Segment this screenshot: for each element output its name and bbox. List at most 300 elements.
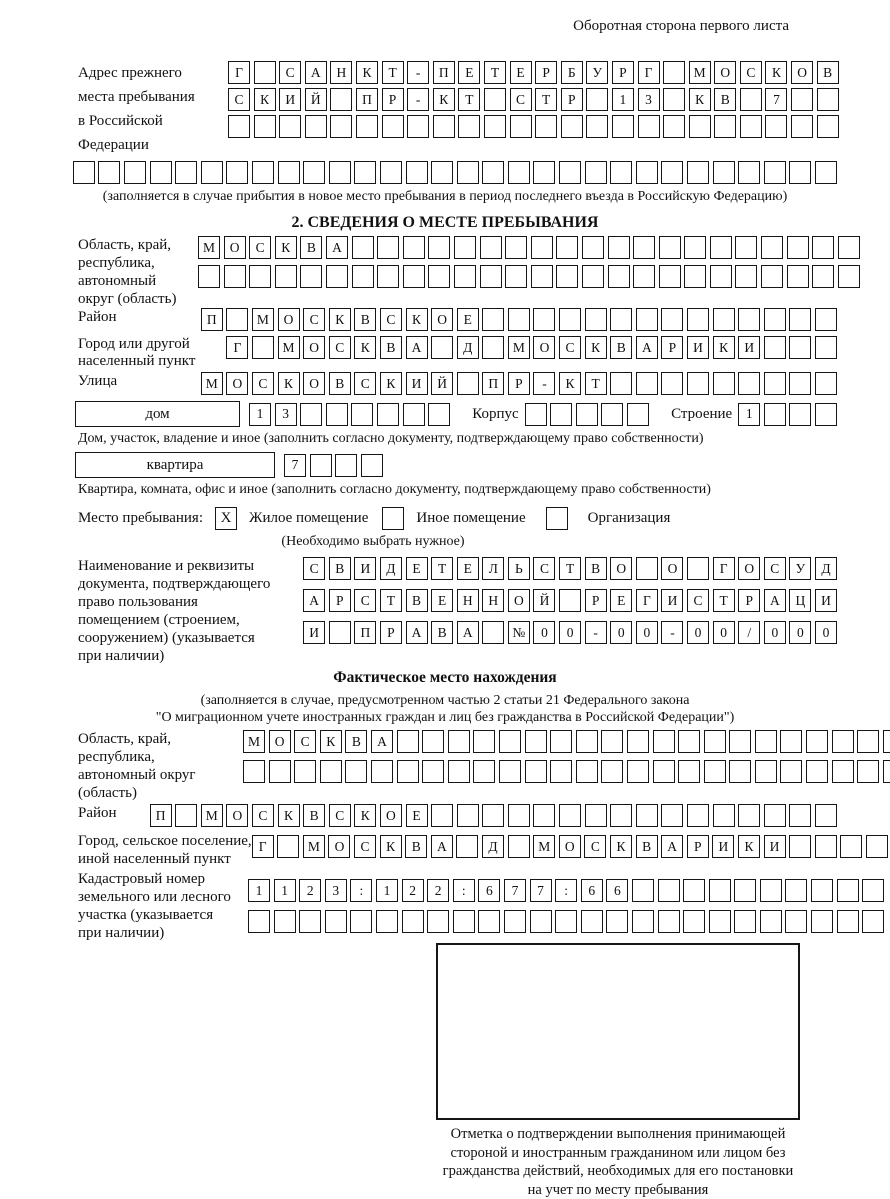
char-box[interactable] (377, 236, 399, 259)
checkbox-zhiloe[interactable]: X (215, 507, 237, 530)
char-box[interactable]: 6 (478, 879, 500, 902)
char-box[interactable] (636, 557, 658, 580)
char-box[interactable] (606, 910, 628, 933)
char-box[interactable] (713, 308, 735, 331)
char-box[interactable]: М (303, 835, 325, 858)
char-box[interactable] (636, 372, 658, 395)
char-box[interactable]: Г (228, 61, 250, 84)
char-box[interactable] (448, 760, 470, 783)
char-box[interactable] (687, 161, 709, 184)
char-box[interactable] (817, 88, 839, 111)
char-box[interactable] (550, 403, 572, 426)
char-box[interactable]: К (275, 236, 297, 259)
char-box[interactable] (586, 115, 608, 138)
char-box[interactable] (531, 265, 553, 288)
char-box[interactable] (531, 236, 553, 259)
char-box[interactable] (73, 161, 95, 184)
char-box[interactable]: О (559, 835, 581, 858)
char-box[interactable]: 7 (504, 879, 526, 902)
char-box[interactable] (457, 804, 479, 827)
char-box[interactable] (738, 804, 760, 827)
char-box[interactable] (811, 910, 833, 933)
char-box[interactable]: Р (508, 372, 530, 395)
char-box[interactable] (710, 236, 732, 259)
char-box[interactable]: К (765, 61, 787, 84)
char-box[interactable]: Е (406, 557, 428, 580)
char-box[interactable] (817, 115, 839, 138)
char-box[interactable] (345, 760, 367, 783)
char-box[interactable] (458, 115, 480, 138)
char-box[interactable] (326, 265, 348, 288)
char-box[interactable]: М (689, 61, 711, 84)
char-box[interactable]: 0 (533, 621, 555, 644)
char-box[interactable]: И (815, 589, 837, 612)
char-box[interactable]: П (356, 88, 378, 111)
char-box[interactable] (610, 161, 632, 184)
char-box[interactable]: Е (457, 308, 479, 331)
char-box[interactable]: Ь (508, 557, 530, 580)
char-box[interactable]: Р (535, 61, 557, 84)
char-box[interactable] (482, 804, 504, 827)
char-box[interactable] (330, 88, 352, 111)
char-box[interactable] (175, 804, 197, 827)
char-box[interactable]: Г (713, 557, 735, 580)
char-box[interactable] (636, 308, 658, 331)
char-box[interactable] (456, 835, 478, 858)
char-box[interactable]: С (249, 236, 271, 259)
char-box[interactable]: К (406, 308, 428, 331)
char-box[interactable] (608, 236, 630, 259)
char-box[interactable] (789, 403, 811, 426)
char-box[interactable] (559, 804, 581, 827)
kvartira-type-box[interactable]: квартира (75, 452, 275, 478)
char-box[interactable]: № (508, 621, 530, 644)
char-box[interactable] (627, 730, 649, 753)
char-box[interactable]: А (636, 336, 658, 359)
char-box[interactable]: Е (510, 61, 532, 84)
char-box[interactable] (661, 372, 683, 395)
char-box[interactable] (612, 115, 634, 138)
char-box[interactable]: К (738, 835, 760, 858)
char-box[interactable]: В (345, 730, 367, 753)
char-box[interactable] (269, 760, 291, 783)
char-box[interactable] (789, 835, 811, 858)
char-box[interactable]: В (714, 88, 736, 111)
char-box[interactable]: П (201, 308, 223, 331)
char-box[interactable] (687, 804, 709, 827)
char-box[interactable] (678, 760, 700, 783)
char-box[interactable] (361, 454, 383, 477)
char-box[interactable] (350, 910, 372, 933)
char-box[interactable] (535, 115, 557, 138)
char-box[interactable] (713, 804, 735, 827)
char-box[interactable] (277, 835, 299, 858)
char-box[interactable]: С (279, 61, 301, 84)
char-box[interactable] (857, 730, 879, 753)
char-box[interactable]: И (354, 557, 376, 580)
char-box[interactable] (354, 161, 376, 184)
char-box[interactable]: А (326, 236, 348, 259)
char-box[interactable] (325, 910, 347, 933)
char-box[interactable]: 3 (275, 403, 297, 426)
char-box[interactable]: Т (382, 61, 404, 84)
char-box[interactable] (632, 879, 654, 902)
char-box[interactable]: Р (380, 621, 402, 644)
char-box[interactable] (351, 403, 373, 426)
char-box[interactable]: С (764, 557, 786, 580)
char-box[interactable] (815, 403, 837, 426)
char-box[interactable] (789, 372, 811, 395)
char-box[interactable]: 0 (815, 621, 837, 644)
char-box[interactable] (499, 760, 521, 783)
char-box[interactable] (254, 115, 276, 138)
char-box[interactable] (499, 730, 521, 753)
char-box[interactable] (764, 804, 786, 827)
char-box[interactable]: : (555, 879, 577, 902)
char-box[interactable]: - (407, 61, 429, 84)
char-box[interactable] (815, 372, 837, 395)
char-box[interactable] (661, 161, 683, 184)
char-box[interactable] (785, 910, 807, 933)
char-box[interactable] (376, 910, 398, 933)
char-box[interactable]: : (350, 879, 372, 902)
char-box[interactable]: М (252, 308, 274, 331)
char-box[interactable]: В (406, 589, 428, 612)
char-box[interactable]: 2 (427, 879, 449, 902)
char-box[interactable] (428, 265, 450, 288)
char-box[interactable]: 0 (687, 621, 709, 644)
char-box[interactable] (525, 730, 547, 753)
char-box[interactable] (473, 760, 495, 783)
char-box[interactable]: О (226, 372, 248, 395)
char-box[interactable] (789, 161, 811, 184)
char-box[interactable]: С (329, 804, 351, 827)
char-box[interactable] (482, 621, 504, 644)
char-box[interactable] (687, 557, 709, 580)
char-box[interactable] (791, 115, 813, 138)
char-box[interactable] (352, 265, 374, 288)
char-box[interactable]: К (329, 308, 351, 331)
char-box[interactable] (478, 910, 500, 933)
char-box[interactable]: Е (458, 61, 480, 84)
char-box[interactable]: М (198, 236, 220, 259)
char-box[interactable] (866, 835, 888, 858)
char-box[interactable]: С (354, 589, 376, 612)
char-box[interactable]: - (585, 621, 607, 644)
char-box[interactable] (352, 236, 374, 259)
char-box[interactable] (704, 760, 726, 783)
char-box[interactable] (586, 88, 608, 111)
char-box[interactable]: Г (636, 589, 658, 612)
char-box[interactable]: А (431, 835, 453, 858)
char-box[interactable]: И (712, 835, 734, 858)
char-box[interactable] (815, 161, 837, 184)
char-box[interactable] (505, 236, 527, 259)
char-box[interactable] (243, 760, 265, 783)
char-box[interactable]: Н (330, 61, 352, 84)
char-box[interactable] (663, 61, 685, 84)
char-box[interactable]: 0 (636, 621, 658, 644)
char-box[interactable] (738, 161, 760, 184)
char-box[interactable] (585, 308, 607, 331)
char-box[interactable] (812, 236, 834, 259)
char-box[interactable]: В (380, 336, 402, 359)
char-box[interactable]: С (294, 730, 316, 753)
char-box[interactable]: : (453, 879, 475, 902)
char-box[interactable] (431, 804, 453, 827)
char-box[interactable]: А (661, 835, 683, 858)
char-box[interactable] (689, 115, 711, 138)
char-box[interactable] (601, 760, 623, 783)
char-box[interactable] (687, 308, 709, 331)
char-box[interactable] (791, 88, 813, 111)
char-box[interactable] (815, 804, 837, 827)
char-box[interactable]: И (661, 589, 683, 612)
char-box[interactable]: О (508, 589, 530, 612)
char-box[interactable] (610, 804, 632, 827)
char-box[interactable] (789, 804, 811, 827)
char-box[interactable]: Т (431, 557, 453, 580)
char-box[interactable] (533, 161, 555, 184)
char-box[interactable]: С (559, 336, 581, 359)
char-box[interactable]: - (533, 372, 555, 395)
char-box[interactable] (738, 308, 760, 331)
char-box[interactable] (585, 161, 607, 184)
char-box[interactable]: М (278, 336, 300, 359)
char-box[interactable]: Н (482, 589, 504, 612)
char-box[interactable] (765, 115, 787, 138)
char-box[interactable] (433, 115, 455, 138)
char-box[interactable] (811, 879, 833, 902)
char-box[interactable] (659, 265, 681, 288)
char-box[interactable]: П (433, 61, 455, 84)
char-box[interactable] (431, 161, 453, 184)
char-box[interactable]: Т (585, 372, 607, 395)
char-box[interactable]: Р (329, 589, 351, 612)
char-box[interactable] (815, 308, 837, 331)
char-box[interactable] (482, 308, 504, 331)
char-box[interactable]: К (713, 336, 735, 359)
char-box[interactable]: Р (382, 88, 404, 111)
char-box[interactable]: С (533, 557, 555, 580)
char-box[interactable] (658, 879, 680, 902)
char-box[interactable]: А (305, 61, 327, 84)
char-box[interactable]: К (354, 336, 376, 359)
char-box[interactable] (252, 336, 274, 359)
char-box[interactable] (785, 879, 807, 902)
char-box[interactable]: П (482, 372, 504, 395)
char-box[interactable]: Д (482, 835, 504, 858)
char-box[interactable]: К (585, 336, 607, 359)
char-box[interactable]: 2 (299, 879, 321, 902)
char-box[interactable] (530, 910, 552, 933)
char-box[interactable]: Д (815, 557, 837, 580)
char-box[interactable] (729, 730, 751, 753)
char-box[interactable] (555, 910, 577, 933)
char-box[interactable] (278, 161, 300, 184)
char-box[interactable]: Т (484, 61, 506, 84)
char-box[interactable] (764, 336, 786, 359)
char-box[interactable] (427, 910, 449, 933)
char-box[interactable] (883, 730, 890, 753)
char-box[interactable] (661, 308, 683, 331)
char-box[interactable] (806, 730, 828, 753)
char-box[interactable] (857, 760, 879, 783)
char-box[interactable]: Е (406, 804, 428, 827)
char-box[interactable]: А (764, 589, 786, 612)
char-box[interactable] (377, 265, 399, 288)
char-box[interactable] (330, 115, 352, 138)
char-box[interactable] (658, 910, 680, 933)
char-box[interactable]: В (405, 835, 427, 858)
char-box[interactable]: К (254, 88, 276, 111)
char-box[interactable] (684, 236, 706, 259)
char-box[interactable]: С (510, 88, 532, 111)
char-box[interactable] (482, 336, 504, 359)
char-box[interactable] (735, 236, 757, 259)
char-box[interactable] (299, 910, 321, 933)
char-box[interactable] (397, 730, 419, 753)
char-box[interactable] (815, 835, 837, 858)
char-box[interactable]: Т (458, 88, 480, 111)
char-box[interactable]: М (243, 730, 265, 753)
char-box[interactable]: О (661, 557, 683, 580)
char-box[interactable]: О (533, 336, 555, 359)
char-box[interactable] (356, 115, 378, 138)
char-box[interactable]: Н (457, 589, 479, 612)
char-box[interactable]: 0 (559, 621, 581, 644)
char-box[interactable]: К (354, 804, 376, 827)
char-box[interactable] (687, 372, 709, 395)
char-box[interactable]: С (354, 372, 376, 395)
char-box[interactable]: П (354, 621, 376, 644)
char-box[interactable] (454, 265, 476, 288)
char-box[interactable] (761, 265, 783, 288)
char-box[interactable] (382, 115, 404, 138)
char-box[interactable] (303, 161, 325, 184)
char-box[interactable] (764, 403, 786, 426)
char-box[interactable]: С (228, 88, 250, 111)
char-box[interactable]: Т (380, 589, 402, 612)
char-box[interactable] (627, 403, 649, 426)
checkbox-inoe[interactable] (382, 507, 404, 530)
char-box[interactable] (760, 879, 782, 902)
char-box[interactable] (764, 308, 786, 331)
char-box[interactable] (224, 265, 246, 288)
char-box[interactable] (422, 760, 444, 783)
char-box[interactable] (561, 115, 583, 138)
char-box[interactable]: 1 (249, 403, 271, 426)
char-box[interactable]: С (740, 61, 762, 84)
char-box[interactable] (710, 265, 732, 288)
char-box[interactable]: А (406, 621, 428, 644)
char-box[interactable] (482, 161, 504, 184)
char-box[interactable] (581, 910, 603, 933)
char-box[interactable]: О (224, 236, 246, 259)
char-box[interactable]: Р (687, 835, 709, 858)
char-box[interactable] (201, 161, 223, 184)
char-box[interactable]: В (329, 557, 351, 580)
char-box[interactable] (448, 730, 470, 753)
char-box[interactable] (663, 88, 685, 111)
char-box[interactable] (729, 760, 751, 783)
dom-type-box[interactable]: дом (75, 401, 240, 427)
char-box[interactable]: О (791, 61, 813, 84)
char-box[interactable] (550, 760, 572, 783)
char-box[interactable]: С (252, 372, 274, 395)
char-box[interactable]: Р (585, 589, 607, 612)
char-box[interactable] (713, 161, 735, 184)
char-box[interactable]: 1 (248, 879, 270, 902)
char-box[interactable]: М (201, 804, 223, 827)
char-box[interactable] (709, 879, 731, 902)
char-box[interactable] (838, 236, 860, 259)
char-box[interactable]: У (586, 61, 608, 84)
char-box[interactable]: Г (226, 336, 248, 359)
char-box[interactable] (274, 910, 296, 933)
char-box[interactable] (709, 910, 731, 933)
char-box[interactable] (734, 879, 756, 902)
char-box[interactable] (248, 910, 270, 933)
char-box[interactable]: И (303, 621, 325, 644)
char-box[interactable] (406, 161, 428, 184)
char-box[interactable]: - (407, 88, 429, 111)
char-box[interactable]: Р (661, 336, 683, 359)
char-box[interactable]: Т (559, 557, 581, 580)
char-box[interactable] (678, 730, 700, 753)
char-box[interactable] (525, 760, 547, 783)
char-box[interactable] (632, 910, 654, 933)
char-box[interactable]: 2 (402, 879, 424, 902)
char-box[interactable] (636, 804, 658, 827)
char-box[interactable] (508, 804, 530, 827)
char-box[interactable]: М (201, 372, 223, 395)
char-box[interactable] (713, 372, 735, 395)
char-box[interactable] (300, 265, 322, 288)
char-box[interactable] (305, 115, 327, 138)
char-box[interactable]: Е (457, 557, 479, 580)
char-box[interactable] (832, 730, 854, 753)
char-box[interactable] (684, 265, 706, 288)
char-box[interactable]: И (406, 372, 428, 395)
char-box[interactable]: 0 (764, 621, 786, 644)
char-box[interactable]: О (714, 61, 736, 84)
char-box[interactable] (252, 161, 274, 184)
char-box[interactable] (740, 115, 762, 138)
char-box[interactable]: 0 (713, 621, 735, 644)
char-box[interactable] (402, 910, 424, 933)
char-box[interactable] (329, 621, 351, 644)
char-box[interactable] (320, 760, 342, 783)
char-box[interactable] (633, 236, 655, 259)
char-box[interactable]: М (508, 336, 530, 359)
char-box[interactable] (453, 910, 475, 933)
char-box[interactable]: С (252, 804, 274, 827)
char-box[interactable]: У (789, 557, 811, 580)
char-box[interactable] (780, 730, 802, 753)
char-box[interactable] (275, 265, 297, 288)
char-box[interactable] (480, 265, 502, 288)
char-box[interactable]: К (320, 730, 342, 753)
char-box[interactable] (428, 403, 450, 426)
char-box[interactable]: К (278, 372, 300, 395)
char-box[interactable] (659, 236, 681, 259)
char-box[interactable]: 0 (789, 621, 811, 644)
char-box[interactable] (150, 161, 172, 184)
char-box[interactable] (508, 308, 530, 331)
char-box[interactable]: К (380, 372, 402, 395)
char-box[interactable]: О (328, 835, 350, 858)
